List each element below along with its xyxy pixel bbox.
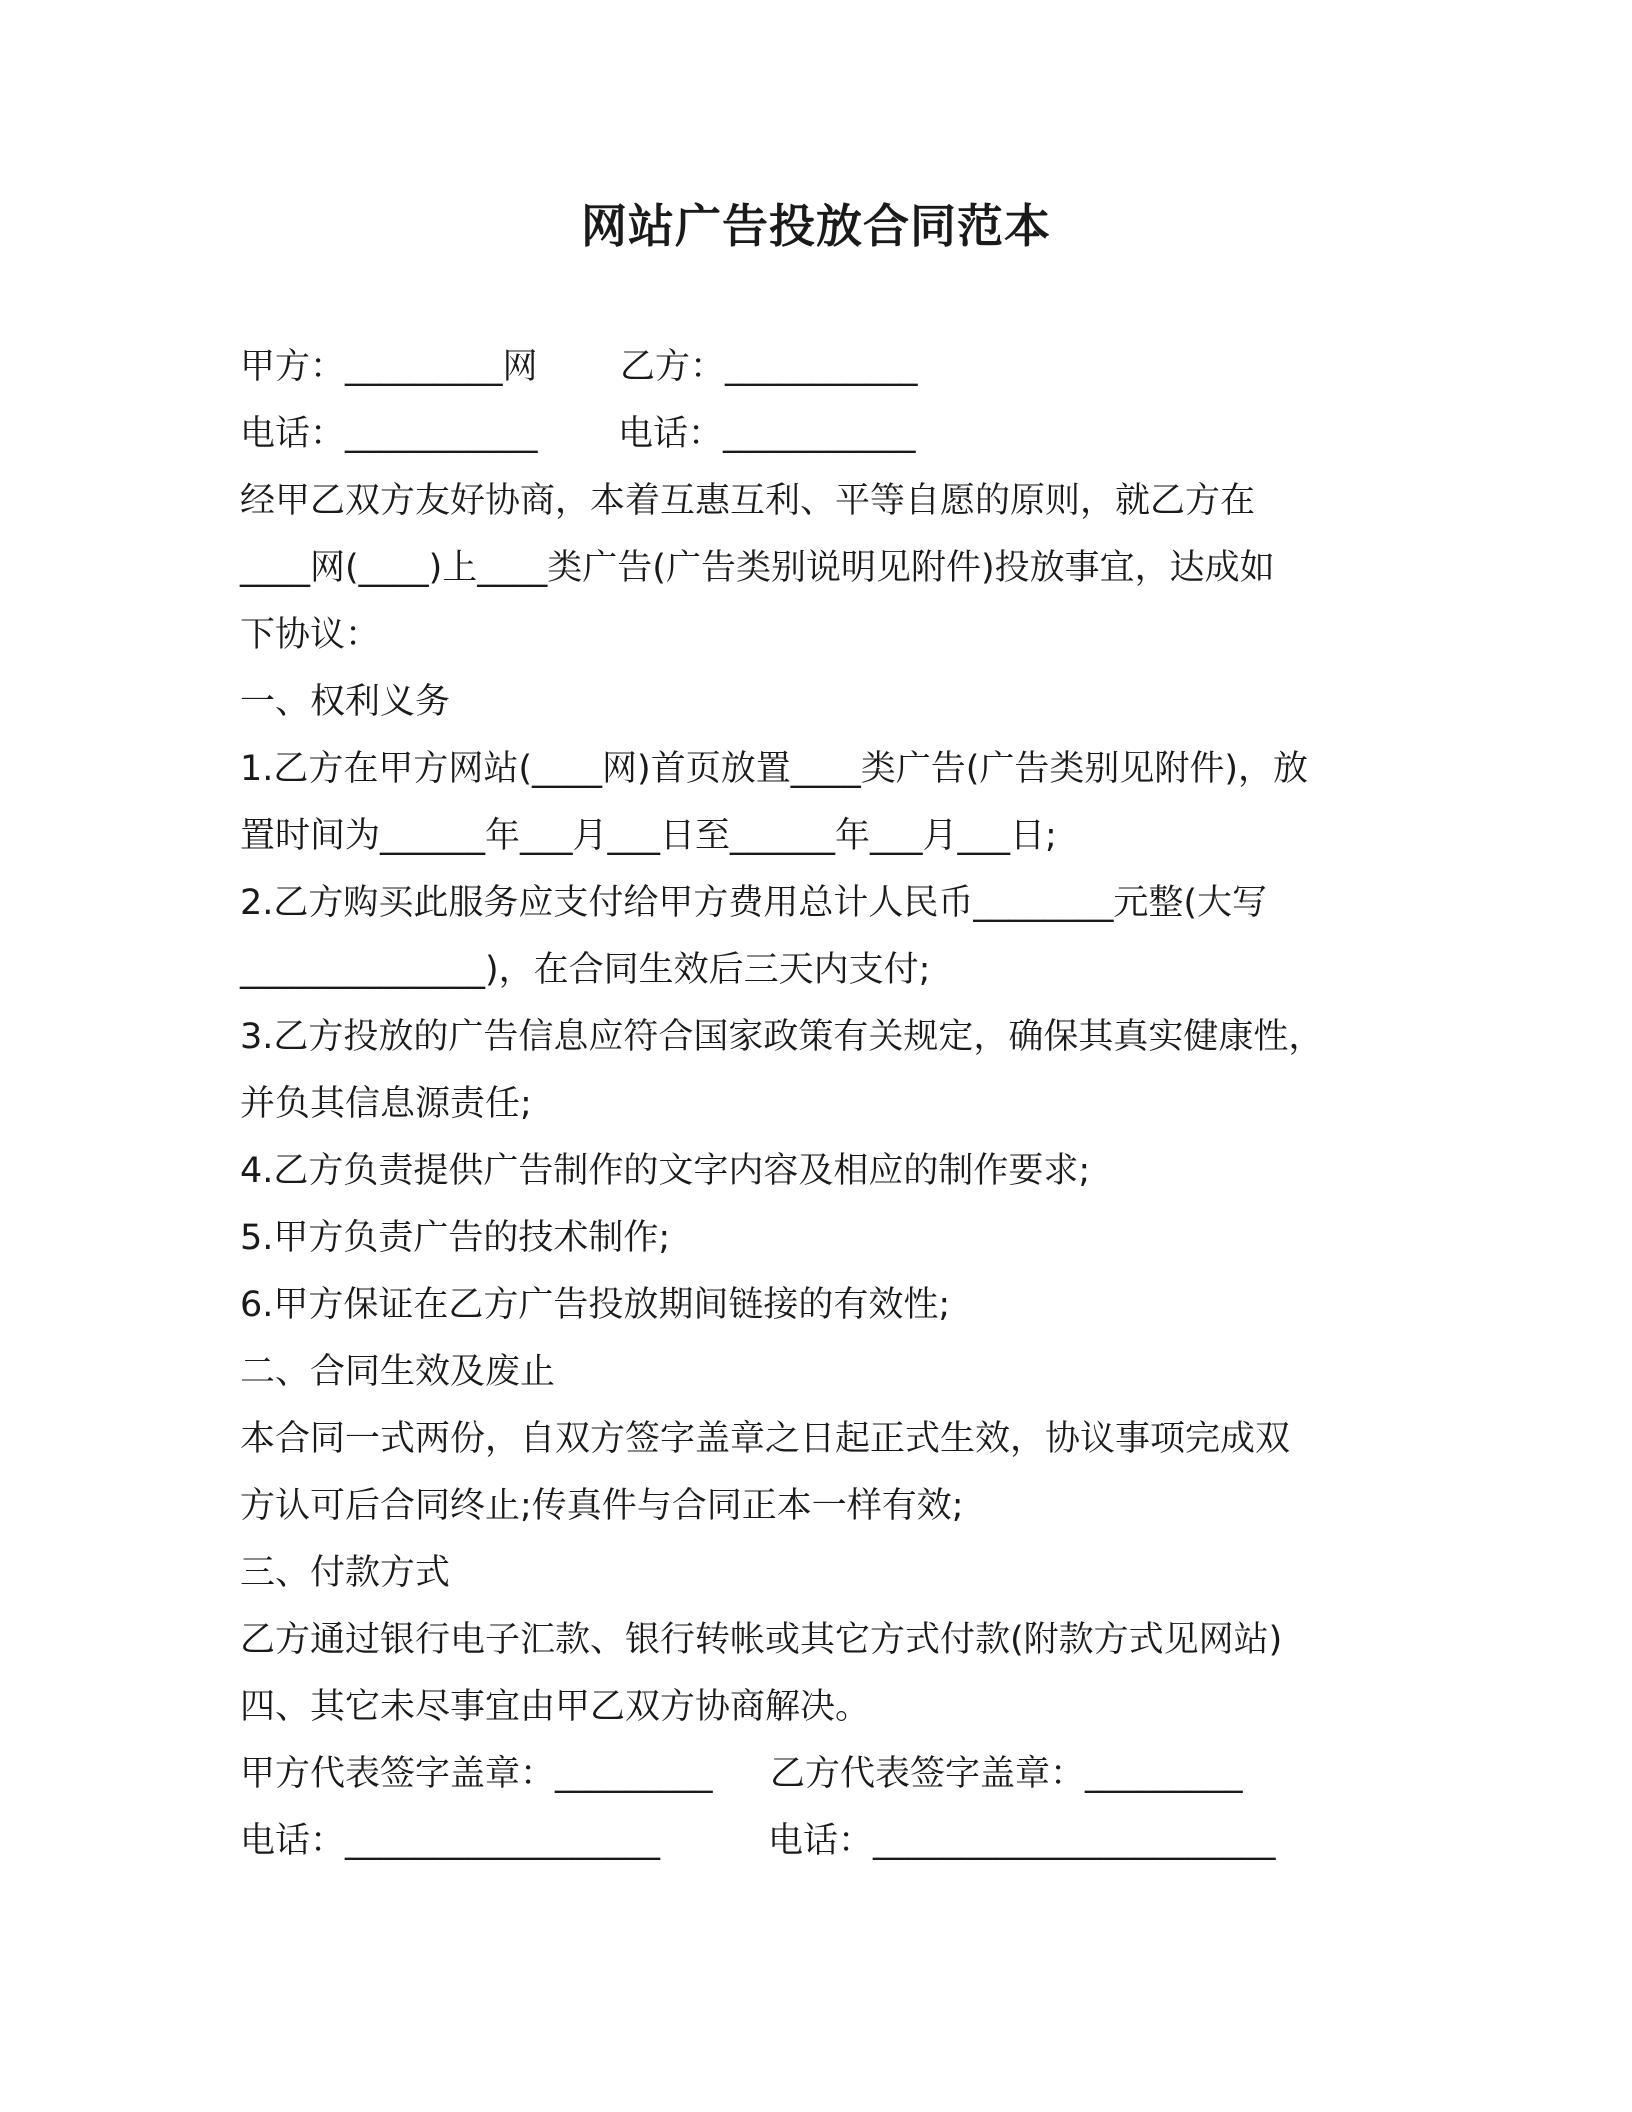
page-title: 网站广告投放合同范本 — [581, 199, 1051, 253]
intro-line: 下协议： — [240, 615, 381, 655]
clause-line: ______________)，在合同生效后三天内支付; — [240, 950, 931, 990]
party-b-field: 乙方：___________ — [620, 347, 918, 387]
clause-line: 方认可后合同终止;传真件与合同正本一样有效; — [240, 1486, 964, 1526]
party-a-signature: 甲方代表签字盖章：_________ — [240, 1754, 713, 1794]
party-b-signature-phone: 电话：_______________________ — [768, 1821, 1276, 1861]
section-heading: 四、其它未尽事宜由甲乙双方协商解决。 — [240, 1687, 871, 1727]
clause-line: 3.乙方投放的广告信息应符合国家政策有关规定，确保其真实健康性， — [240, 1017, 1324, 1057]
clause-line: 并负其信息源责任; — [240, 1084, 532, 1124]
clause-line: 置时间为______年___月___日至______年___月___日; — [240, 816, 1057, 856]
clause-line: 本合同一式两份，自双方签字盖章之日起正式生效，协议事项完成双 — [240, 1419, 1291, 1459]
party-a-phone: 电话：___________ — [240, 414, 538, 454]
party-a-signature-phone: 电话：__________________ — [240, 1821, 661, 1861]
section-heading: 一、权利义务 — [240, 682, 451, 722]
section-heading: 三、付款方式 — [240, 1553, 451, 1593]
clause-line: 乙方通过银行电子汇款、银行转帐或其它方式付款(附款方式见网站) — [240, 1620, 1283, 1660]
intro-line: ____网(____)上____类广告(广告类别说明见附件)投放事宜，达成如 — [240, 548, 1275, 588]
intro-line: 经甲乙双方友好协商，本着互惠互利、平等自愿的原则，就乙方在 — [240, 481, 1256, 521]
section-heading: 二、合同生效及废止 — [240, 1352, 556, 1392]
clause-line: 6.甲方保证在乙方广告投放期间链接的有效性; — [240, 1285, 951, 1325]
party-b-signature: 乙方代表签字盖章：_________ — [770, 1754, 1243, 1794]
clause-line: 1.乙方在甲方网站(____网)首页放置____类广告(广告类别见附件)，放 — [240, 749, 1309, 789]
clause-line: 2.乙方购买此服务应支付给甲方费用总计人民币________元整(大写 — [240, 883, 1268, 923]
clause-line: 5.甲方负责广告的技术制作; — [240, 1218, 671, 1258]
party-b-phone: 电话：___________ — [618, 414, 916, 454]
party-a-field: 甲方：_________网 — [240, 347, 538, 387]
clause-line: 4.乙方负责提供广告制作的文字内容及相应的制作要求; — [240, 1151, 1091, 1191]
